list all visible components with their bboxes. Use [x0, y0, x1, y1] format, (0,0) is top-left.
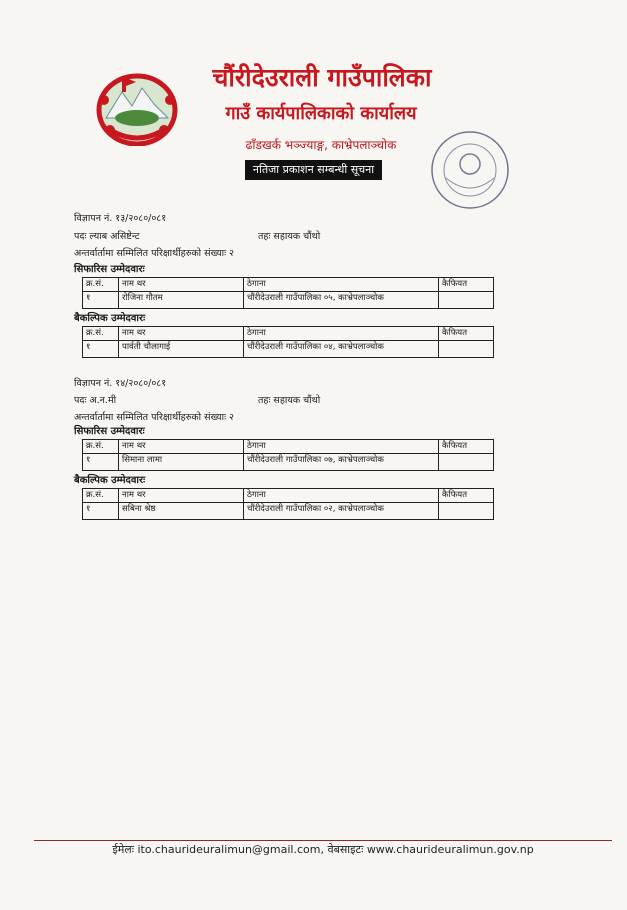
office-title: चौंरीदेउराली गाउँपालिका [212, 63, 432, 92]
alternate-heading: बैकल्पिक उम्मेदवारः [74, 475, 146, 486]
col-serial: क्र.सं. [83, 278, 119, 292]
table-row [83, 341, 494, 358]
cell-address: चौंरीदेउराली गाउँपालिका ०५, काभ्रेपलाञ्चोक [244, 292, 439, 309]
nepal-emblem-icon [96, 70, 178, 146]
col-remarks: कैफियत [439, 489, 494, 503]
table-row [83, 292, 494, 309]
recommended-table [82, 439, 494, 471]
footer-contact: ईमेलः ito.chaurideuralimun@gmail.com, वेबसाइटः www.chaurideuralimun.gov.np [112, 843, 534, 856]
cell-name: रोजिना गौतम [119, 292, 244, 309]
recommended-heading: सिफारिस उम्मेदवारः [74, 426, 145, 437]
col-remarks: कैफियत [439, 327, 494, 341]
table-header-row [83, 489, 494, 503]
table-row [83, 503, 494, 520]
table-header-row [83, 327, 494, 341]
post-name: पदः ल्याब असिष्टेन्ट [74, 231, 140, 242]
cell-remarks [439, 292, 494, 309]
post-name: पदः अ.न.मी [74, 395, 117, 406]
footer-divider [34, 840, 612, 841]
alternate-table [82, 326, 494, 358]
col-name: नाम थर [119, 489, 244, 503]
col-address: ठेगाना [244, 440, 439, 454]
recommended-table [82, 277, 494, 309]
col-name: नाम थर [119, 440, 244, 454]
alternate-heading: बैकल्पिक उम्मेदवारः [74, 313, 146, 324]
cell-remarks [439, 503, 494, 520]
cell-address: चौंरीदेउराली गाउँपालिका ०७, काभ्रेपलाञ्चोक [244, 454, 439, 471]
col-address: ठेगाना [244, 489, 439, 503]
vigyapan-number: विज्ञापन नं. १४/२०८०/०८१ [74, 378, 167, 389]
office-stamp-icon [428, 128, 512, 212]
col-serial: क्र.सं. [83, 327, 119, 341]
col-address: ठेगाना [244, 278, 439, 292]
office-subtitle: गाउँ कार्यपालिकाको कार्यालय [225, 103, 417, 124]
col-name: नाम थर [119, 278, 244, 292]
col-remarks: कैफियत [439, 278, 494, 292]
col-serial: क्र.सं. [83, 489, 119, 503]
cell-remarks [439, 454, 494, 471]
cell-address: चौंरीदेउराली गाउँपालिका ०२, काभ्रेपलाञ्चोक [244, 503, 439, 520]
col-remarks: कैफियत [439, 440, 494, 454]
cell-name: सिमाना लामा [119, 454, 244, 471]
office-address: ढाँडखर्क भञ्ज्याङ्ग, काभ्रेपलाञ्चोक [245, 138, 397, 152]
candidate-count: अन्तर्वार्तामा सम्मिलित परिक्षार्थीहरुको संख्याः २ [74, 248, 234, 259]
cell-address: चौंरीदेउराली गाउँपालिका ०४, काभ्रेपलाञ्चोक [244, 341, 439, 358]
cell-serial: १ [83, 292, 119, 309]
notice-heading: नतिजा प्रकाशन सम्बन्धी सूचना [245, 160, 382, 180]
table-header-row [83, 440, 494, 454]
cell-name: सबिना श्रेष्ठ [119, 503, 244, 520]
alternate-table [82, 488, 494, 520]
cell-serial: १ [83, 341, 119, 358]
post-level: तहः सहायक चौंथो [258, 395, 321, 406]
cell-serial: १ [83, 503, 119, 520]
table-row [83, 454, 494, 471]
table-header-row [83, 278, 494, 292]
recommended-heading: सिफारिस उम्मेदवारः [74, 264, 145, 275]
col-address: ठेगाना [244, 327, 439, 341]
vigyapan-number: विज्ञापन नं. १३/२०८०/०८१ [74, 213, 167, 224]
col-name: नाम थर [119, 327, 244, 341]
candidate-count: अन्तर्वार्तामा सम्मिलित परिक्षार्थीहरुको संख्याः २ [74, 412, 234, 423]
col-serial: क्र.सं. [83, 440, 119, 454]
post-level: तहः सहायक चौंथो [258, 231, 321, 242]
cell-remarks [439, 341, 494, 358]
cell-name: पार्वती चौलागाई [119, 341, 244, 358]
cell-serial: १ [83, 454, 119, 471]
